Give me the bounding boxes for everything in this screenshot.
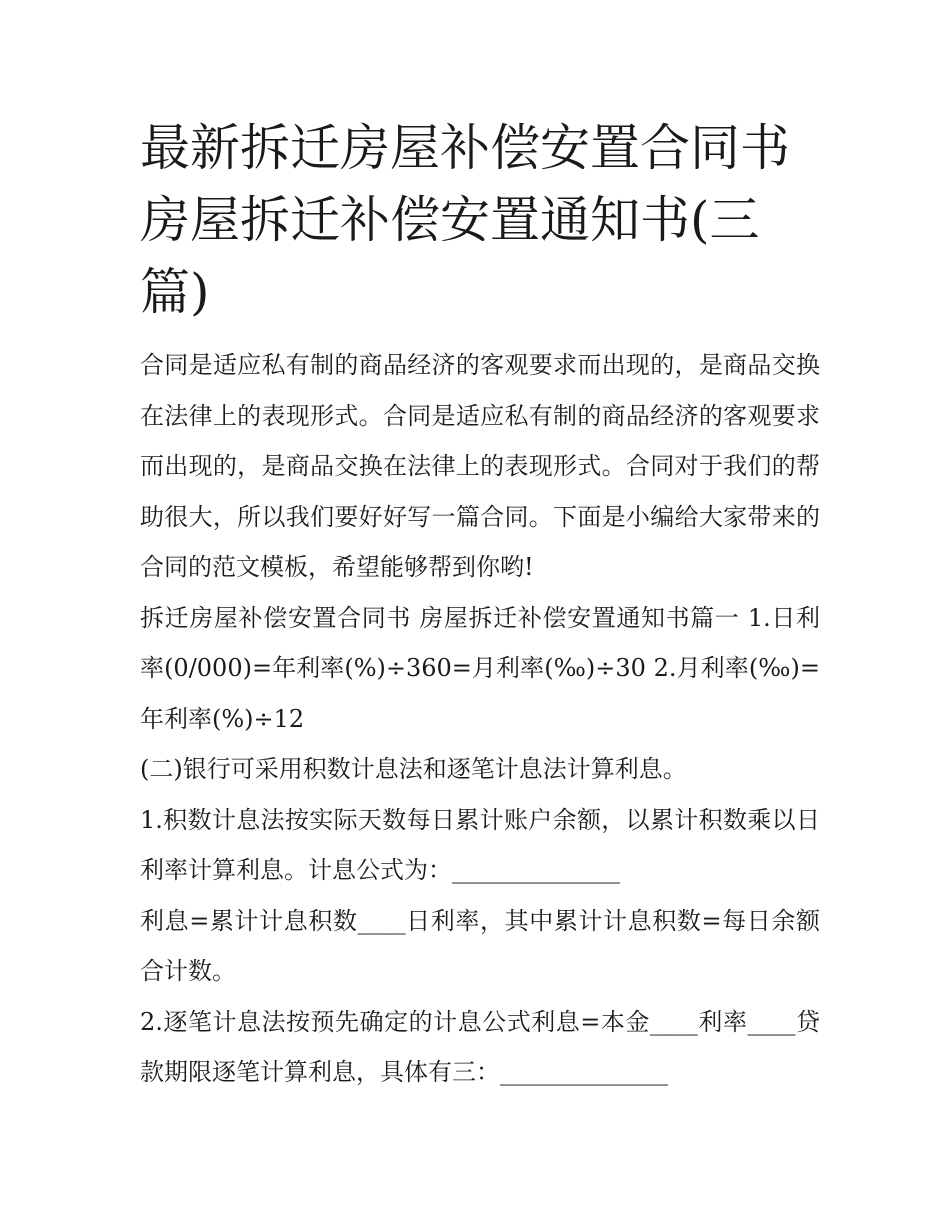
paragraph-accumulation-method: 1.积数计息法按实际天数每日累计账户余额，以累计积数乘以日利率计算利息。计息公式为：______________ (140, 805, 820, 884)
paragraph-calc-methods: (二)银行可采用积数计息法和逐笔计息法计算利息。 (140, 755, 687, 783)
paragraph-interest-equation: 利息=累计计息积数____日利率，其中累计计息积数=每日余额合计数。 (140, 906, 820, 985)
document-page (140, 112, 820, 1098)
paragraph-itemized-method: 2.逐笔计息法按预先确定的计息公式利息=本金____利率____贷款期限逐笔计算利息，具体有三：______________ (140, 1007, 820, 1086)
paragraph-interest-formula: 拆迁房屋补偿安置合同书 房屋拆迁补偿安置通知书篇一 1.日利率(0/000)=年利率(%)÷360=月利率(‰)÷30 2.月利率(‰)=年利率(%)÷12 (140, 603, 820, 733)
paragraph-intro: 合同是适应私有制的商品经济的客观要求而出现的，是商品交换在法律上的表现形式。合同是适应私有制的商品经济的客观要求而出现的，是商品交换在法律上的表现形式。合同对于我们的帮助很大，所以我们要好好写一篇合同。下面是小编给大家带来的合同的范文模板，希望能够帮到你哟! (140, 351, 820, 581)
document-title: 最新拆迁房屋补偿安置合同书 房屋拆迁补偿安置通知书(三篇) (140, 119, 790, 321)
